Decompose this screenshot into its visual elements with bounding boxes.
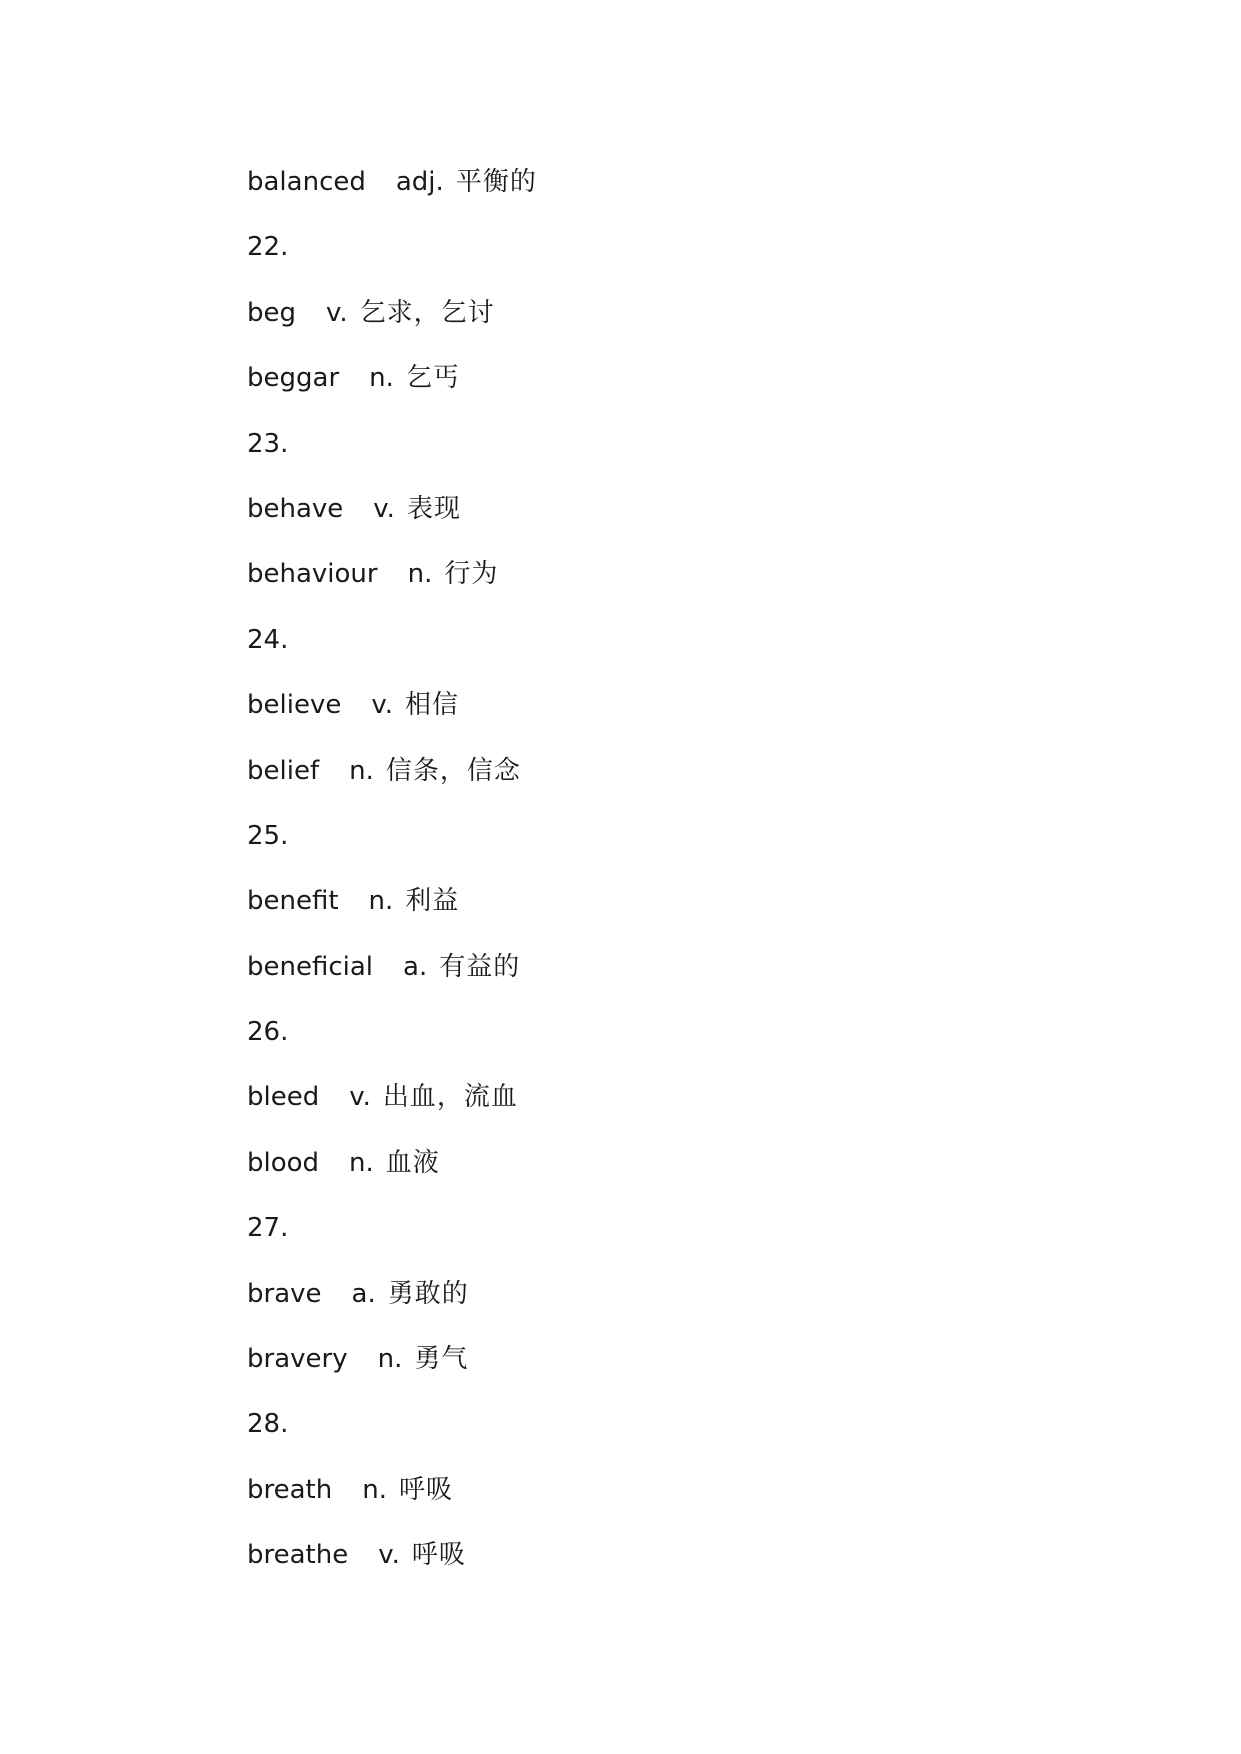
entry-part-of-speech: n. <box>362 1474 387 1505</box>
vocab-entry <box>247 1272 537 1337</box>
entry-meaning: 乞求，乞讨 <box>359 297 495 328</box>
vocab-entry <box>247 1468 537 1533</box>
entry-meaning: 出血，流血 <box>382 1082 518 1113</box>
entry-word: believe <box>247 690 342 721</box>
entry-part-of-speech: v. <box>349 1082 371 1113</box>
entry-word: breathe <box>247 1540 349 1571</box>
entry-part-of-speech: v. <box>373 493 395 524</box>
entry-part-of-speech: n. <box>368 886 394 917</box>
entry-meaning: 乞丐 <box>405 363 460 394</box>
entry-part-of-speech: a. <box>351 1278 376 1309</box>
group-number: 28. <box>247 1409 289 1440</box>
entry-meaning: 勇敢的 <box>387 1278 469 1309</box>
entry-part-of-speech: n. <box>349 755 374 786</box>
entry-meaning: 利益 <box>405 886 460 917</box>
group-number: 27. <box>247 1213 289 1244</box>
group-number: 25. <box>247 820 289 851</box>
entry-meaning: 表现 <box>406 493 461 524</box>
entry-word: beggar <box>247 363 340 394</box>
entry-meaning: 血液 <box>385 1147 440 1178</box>
entry-part-of-speech: n. <box>369 363 394 394</box>
vocab-entry <box>247 160 537 225</box>
group-number: 22. <box>247 232 289 263</box>
vocabulary-list <box>247 160 537 1599</box>
group-number: 24. <box>247 624 289 655</box>
group-number: 23. <box>247 428 289 459</box>
vocab-entry <box>247 1533 537 1598</box>
entry-word: bleed <box>247 1082 320 1113</box>
entry-part-of-speech: v. <box>371 690 393 721</box>
vocab-entry <box>247 1337 537 1402</box>
entry-meaning: 行为 <box>444 559 499 590</box>
entry-word: belief <box>247 755 320 786</box>
entry-meaning: 呼吸 <box>411 1540 466 1571</box>
entry-meaning: 信条，信念 <box>385 755 521 786</box>
vocab-entry <box>247 945 537 1010</box>
entry-meaning: 勇气 <box>414 1344 469 1375</box>
vocab-entry <box>247 552 537 617</box>
vocab-entry <box>247 683 537 748</box>
entry-part-of-speech: n. <box>407 559 433 590</box>
entry-meaning: 平衡的 <box>455 167 537 197</box>
vocab-entry <box>247 1075 537 1140</box>
entry-word: balanced <box>247 167 366 197</box>
vocab-entry <box>247 749 537 814</box>
entry-word: benefit <box>247 886 339 917</box>
entry-part-of-speech: v. <box>378 1540 400 1571</box>
entry-meaning: 呼吸 <box>398 1474 453 1505</box>
entry-word: bravery <box>247 1344 348 1375</box>
entry-word: behaviour <box>247 559 378 590</box>
entry-part-of-speech: n. <box>377 1344 403 1375</box>
entry-word: brave <box>247 1278 322 1309</box>
entry-part-of-speech: a. <box>403 951 428 982</box>
group-number: 26. <box>247 1017 289 1048</box>
entry-word: beneficial <box>247 951 374 982</box>
entry-word: behave <box>247 493 344 524</box>
vocab-entry <box>247 487 537 552</box>
vocab-entry <box>247 879 537 944</box>
entry-word: breath <box>247 1474 333 1505</box>
entry-part-of-speech: adj. <box>395 167 444 197</box>
entry-part-of-speech: n. <box>349 1147 374 1178</box>
vocab-entry <box>247 356 537 421</box>
entry-part-of-speech: v. <box>326 297 348 328</box>
vocab-entry <box>247 1141 537 1206</box>
entry-word: beg <box>247 297 297 328</box>
entry-word: blood <box>247 1147 320 1178</box>
entry-meaning: 有益的 <box>439 951 521 982</box>
vocab-entry <box>247 291 537 356</box>
entry-meaning: 相信 <box>404 690 459 721</box>
